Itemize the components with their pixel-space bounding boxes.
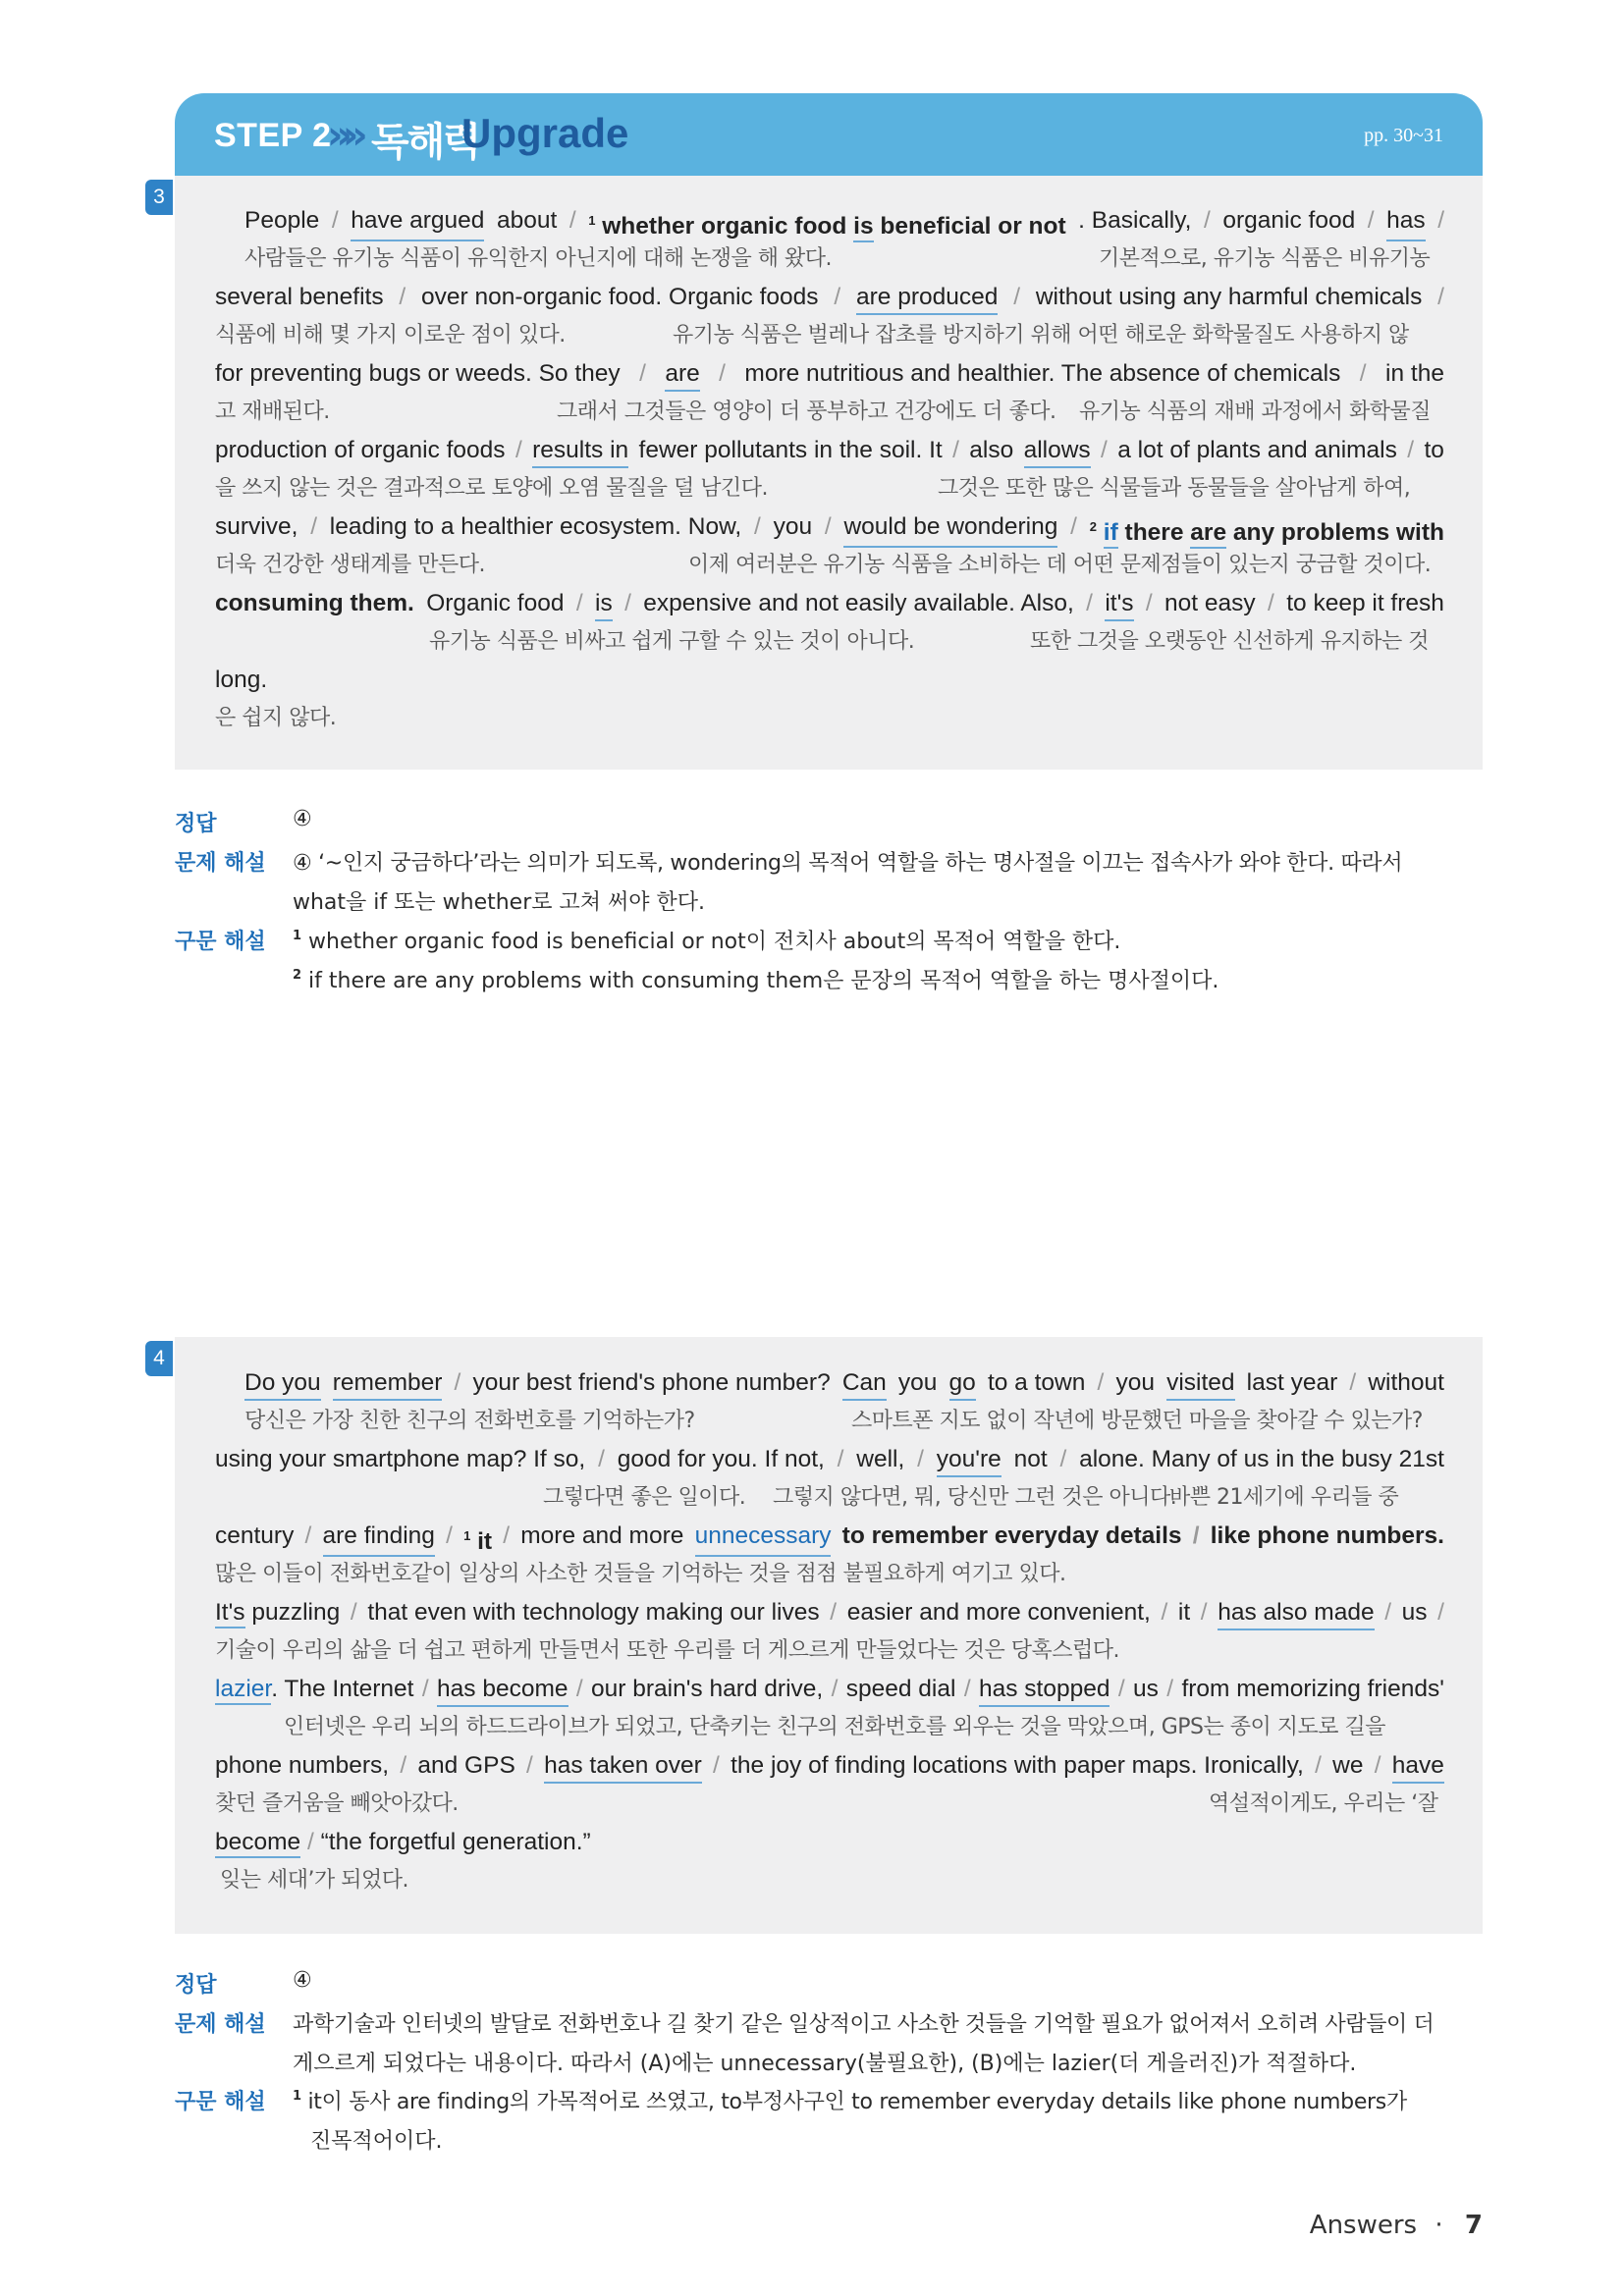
passage-line: century / are finding / $^1$ it / more and more unnecessary to remember everyday details / like phone numbers. — [215, 1522, 1444, 1555]
passage-line: production of organic foods / results in fewer pollutants in the soil. It / also allows / a lot of plants and animals / to — [215, 436, 1444, 468]
circled-number-icon: 1 — [588, 213, 596, 228]
passage-line: It's puzzling / that even with technology making our lives / easier and more convenient, / it / has also made / us / — [215, 1598, 1444, 1630]
step-label: STEP 2 — [214, 117, 332, 154]
page-number: 7 — [1464, 2211, 1483, 2240]
question-number-3: 3 — [145, 180, 173, 215]
section-title-english: Upgrade — [461, 110, 629, 156]
answer-label: 정답 — [175, 812, 217, 836]
section-title-korean: 독해력 — [371, 120, 479, 165]
passage-line: consuming them. Organic food / is / expensive and not easily available. Also, / it's / not easy / to keep it fresh — [215, 589, 1444, 621]
passage-line: Do you remember / your best friend's phone number? Can you go to a town / you visited last year / without — [215, 1368, 1444, 1401]
circled-number-icon: 1 — [293, 2089, 301, 2104]
answer-label: 정답 — [175, 1973, 217, 1998]
footer-label: Answers — [1309, 2211, 1418, 2240]
circled-number-icon: 2 — [1089, 519, 1097, 534]
passage-line: People / have argued about / $^1$ whether organic food is beneficial or not . Basically, / organic food / has / — [215, 206, 1444, 241]
syntax-label: 구문 해설 — [175, 2090, 266, 2114]
syntax-line: $^1$ whether organic food is beneficial or not이 전치사 about의 목적어 역할을 한다. — [293, 929, 1121, 954]
explanation-line: 과학기술과 인터넷의 발달로 전화번호나 길 찾기 같은 일상적이고 사소한 것들을 기억할 필요가 없어져서 오히려 사람들이 더 — [293, 2012, 1435, 2037]
passage-line: phone numbers, / and GPS / has taken over / the joy of finding locations with paper maps. Ironically, / we / have — [215, 1751, 1444, 1784]
page-footer: Answers · 7 — [1309, 2211, 1483, 2240]
circled-number-icon: 1 — [293, 929, 302, 943]
circled-number-icon: 1 — [463, 1528, 471, 1543]
explanation-line: 게으르게 되었다는 내용이다. 따라서 (A)에는 unnecessary(불필요한), (B)에는 lazier(더 게을러진)가 적절하다. — [293, 2052, 1357, 2076]
question-number-4: 4 — [145, 1341, 173, 1376]
double-chevron-icon: »» — [327, 113, 358, 158]
explanation-line: what을 if 또는 whether로 고쳐 써야 한다. — [293, 890, 705, 915]
explanation-label: 문제 해설 — [175, 2012, 266, 2037]
passage-line: long. — [215, 667, 268, 693]
passage-line: survive, / leading to a healthier ecosystem. Now, / you / would be wondering / $^2$ if there are any problems with — [215, 512, 1444, 548]
syntax-line: 진목적어이다. — [310, 2129, 443, 2154]
explanation-label: 문제 해설 — [175, 851, 266, 876]
answer-value: ④ — [293, 807, 312, 831]
section-header — [175, 93, 1483, 176]
circled-number-icon: 2 — [293, 968, 302, 983]
passage-line: using your smartphone map? If so, / good for you. If not, / well, / you're not / alone. Many of us in the busy 21st — [215, 1445, 1444, 1477]
syntax-label: 구문 해설 — [175, 930, 266, 954]
syntax-line: $^1$ it이 동사 are finding의 가목적어로 쓰였고, to부정사구인 to remember everyday details like phone numbers가 — [293, 2089, 1407, 2114]
syntax-line: $^2$ if there are any problems with consuming them은 문장의 목적어 역할을 하는 명사절이다. — [293, 968, 1219, 993]
page-reference: pp. 30~31 — [1364, 125, 1443, 146]
explanation-line: ④ ‘~인지 궁금하다’라는 의미가 되도록, wondering의 목적어 역할을 하는 명사절을 이끄는 접속사가 와야 한다. 따라서 — [293, 851, 1403, 876]
answer-value: ④ — [293, 1968, 312, 1993]
passage-line: become / “the forgetful generation.” — [215, 1828, 1444, 1857]
passage-line: several benefits / over non-organic food. Organic foods / are produced / without using any harmful chemicals / — [215, 283, 1444, 315]
passage-line: lazier. The Internet / has become / our brain's hard drive, / speed dial / has stopped / us / from memorizing friends' — [215, 1675, 1444, 1707]
passage-line: for preventing bugs or weeds. So they / are / more nutritious and healthier. The absence of chemicals / in the — [215, 359, 1444, 392]
